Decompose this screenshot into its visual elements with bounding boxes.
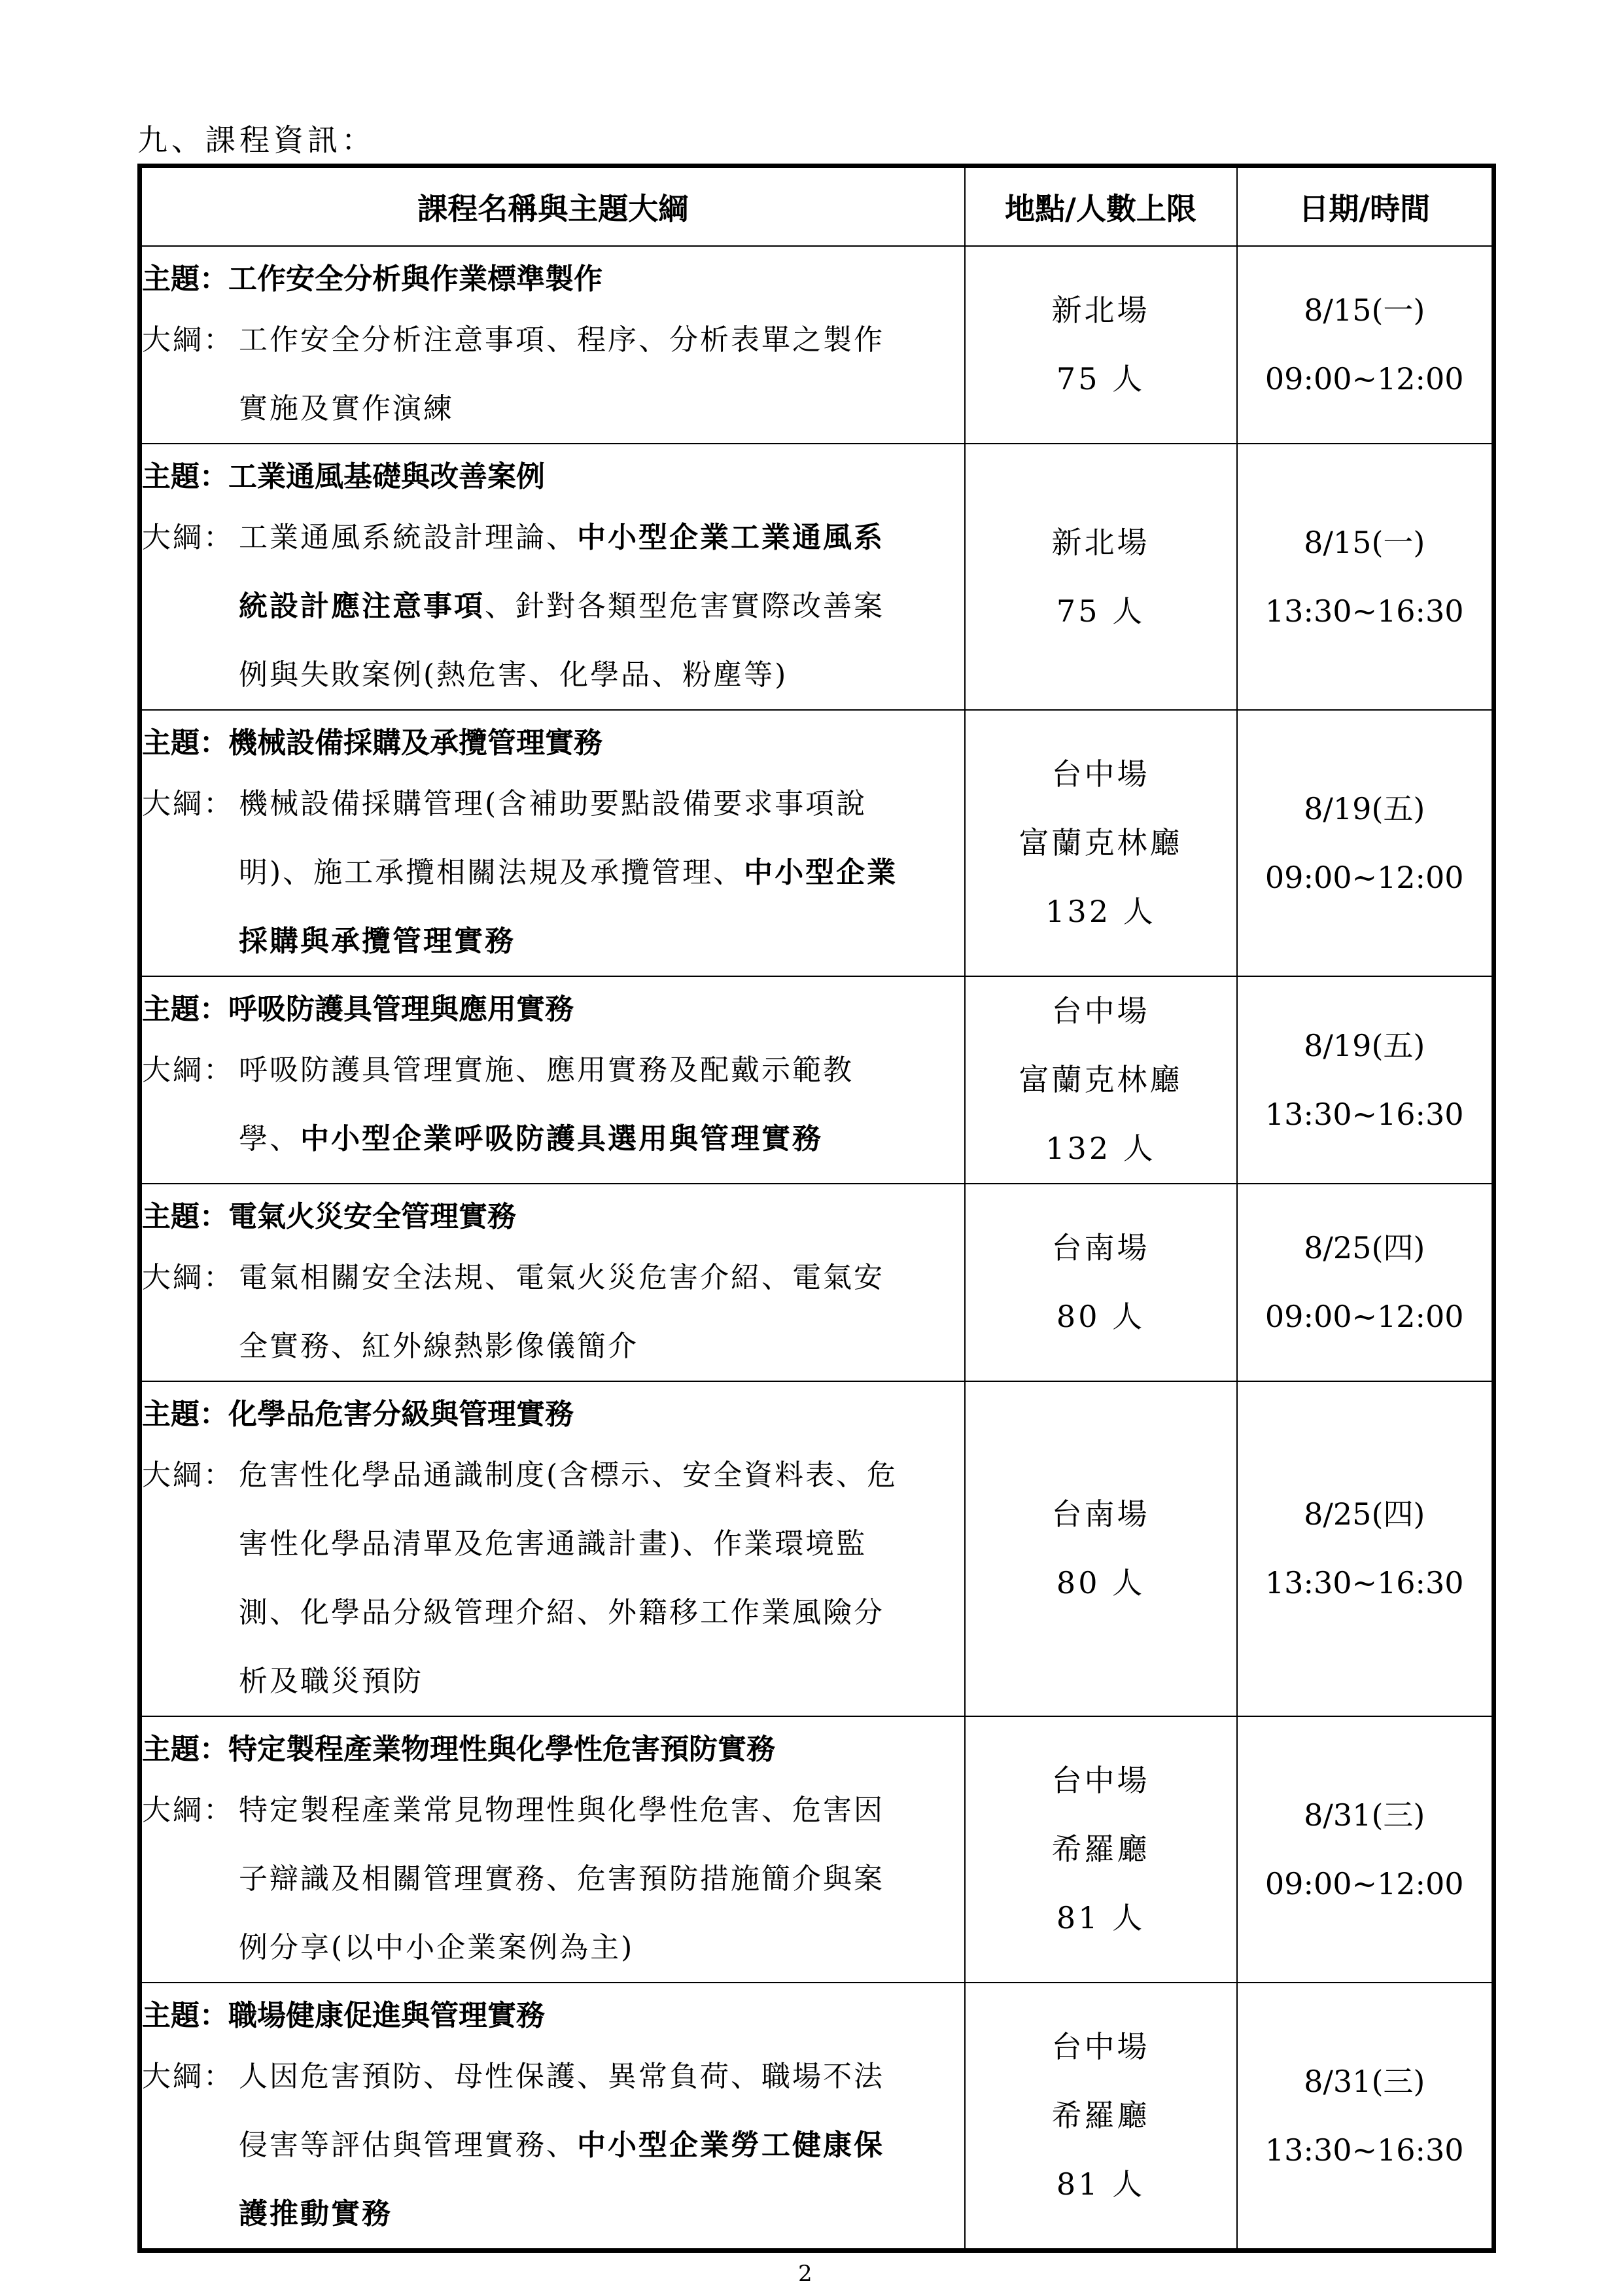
topic-title: 工作安全分析與作業標準製作 — [228, 262, 602, 296]
topic-title: 化學品危害分級與管理實務 — [228, 1398, 574, 1431]
date-cell — [1237, 710, 1494, 976]
location-line: 台中場 — [1051, 2029, 1150, 2064]
topic-line — [142, 247, 964, 306]
header-date-time: 日期/時間 — [1237, 166, 1494, 247]
location-cell — [965, 1381, 1237, 1716]
course-info-table — [137, 164, 1496, 2253]
outline-line — [239, 306, 945, 374]
outline-emphasis: 採購與承攬管理實務 — [239, 925, 515, 958]
outline-emphasis: 中小型企業勞工健康保 — [577, 2128, 884, 2162]
outline-line — [239, 1510, 945, 1578]
outline-line — [239, 2180, 945, 2248]
outline-body — [239, 503, 964, 709]
outline-text: 呼吸防護具管理實施、應用實務及配戴示範教 — [239, 1053, 854, 1087]
course-cell — [140, 1716, 965, 1983]
outline-line — [239, 1036, 945, 1104]
topic-line — [142, 1184, 964, 1243]
outline-line — [239, 1441, 945, 1510]
session-date: 8/31(三) — [1304, 2063, 1425, 2099]
topic-prefix: 主題： — [142, 1733, 228, 1766]
outline-prefix: 大綱： — [142, 323, 234, 357]
session-date: 8/19(五) — [1304, 790, 1425, 826]
outline-text: 害性化學品清單及危害通識計畫)、作業環境監 — [239, 1527, 867, 1561]
outline-text: 危害性化學品通識制度(含標示、安全資料表、危 — [239, 1458, 898, 1492]
outline-prefix: 大綱： — [142, 1458, 234, 1492]
outline-line — [239, 641, 945, 709]
header-course-name: 課程名稱與主題大綱 — [140, 166, 965, 247]
outline-emphasis: 中小型企業 — [744, 856, 898, 889]
course-cell — [140, 1983, 965, 2251]
topic-prefix: 主題： — [142, 1200, 228, 1233]
table-row — [140, 1184, 1494, 1381]
topic-line — [142, 711, 964, 769]
outline-line — [239, 1913, 945, 1982]
location-line: 富蘭克林廳 — [1019, 825, 1183, 860]
outline-line — [239, 503, 945, 572]
topic-prefix: 主題： — [142, 726, 228, 760]
outline-emphasis: 中小型企業工業通風系 — [577, 521, 884, 554]
outline-prefix: 大綱： — [142, 1053, 234, 1087]
outline-body — [239, 1776, 964, 1982]
course-cell — [140, 976, 965, 1184]
page-number: 2 — [798, 2261, 812, 2287]
outline-text: 例與失敗案例(熱危害、化學品、粉塵等) — [239, 658, 788, 692]
outline-body — [239, 306, 964, 443]
table-header-row — [140, 166, 1494, 247]
table-row — [140, 976, 1494, 1184]
outline-text: 明)、施工承攬相關法規及承攬管理、 — [239, 856, 744, 889]
location-cell — [965, 1184, 1237, 1381]
outline-emphasis: 護推動實務 — [239, 2197, 393, 2231]
topic-line — [142, 1382, 964, 1441]
outline — [142, 306, 964, 443]
outline-prefix: 大綱： — [142, 2060, 234, 2093]
location-line: 台中場 — [1051, 1763, 1150, 1798]
section-title: 九、課程資訊： — [137, 122, 375, 158]
outline-body — [239, 1441, 964, 1716]
location-line: 75 人 — [1056, 593, 1145, 629]
outline-line — [239, 1647, 945, 1716]
outline-text: 全實務、紅外線熱影像儀簡介 — [239, 1330, 638, 1363]
location-cell — [965, 1716, 1237, 1983]
location-line: 台中場 — [1051, 993, 1150, 1029]
session-date: 8/31(三) — [1304, 1797, 1425, 1833]
outline-text: 子辯識及相關管理實務、危害預防措施簡介與案 — [239, 1862, 884, 1896]
course-cell — [140, 1381, 965, 1716]
outline-text: 機械設備採購管理(含補助要點設備要求事項說 — [239, 787, 867, 821]
session-date: 8/25(四) — [1304, 1496, 1425, 1532]
outline — [142, 1243, 964, 1381]
session-date: 8/15(一) — [1304, 524, 1425, 560]
location-line: 富蘭克林廳 — [1019, 1062, 1183, 1097]
date-cell — [1237, 246, 1494, 444]
outline-prefix: 大綱： — [142, 787, 234, 821]
location-cell — [965, 976, 1237, 1184]
outline-prefix: 大綱： — [142, 1793, 234, 1827]
topic-line — [142, 444, 964, 503]
location-line: 132 人 — [1045, 1131, 1156, 1166]
session-time: 09:00~12:00 — [1265, 859, 1464, 895]
session-time: 09:00~12:00 — [1265, 1299, 1464, 1334]
session-time: 09:00~12:00 — [1265, 361, 1464, 397]
outline-text: 工業通風系統設計理論、 — [239, 521, 577, 554]
location-line: 80 人 — [1056, 1565, 1145, 1600]
outline-text: 電氣相關安全法規、電氣火災危害介紹、電氣安 — [239, 1261, 884, 1294]
topic-prefix: 主題： — [142, 1999, 228, 2032]
location-cell — [965, 246, 1237, 444]
topic-line — [142, 977, 964, 1036]
date-cell — [1237, 1381, 1494, 1716]
course-table-body — [140, 246, 1494, 2251]
outline-line — [239, 907, 945, 976]
outline-line — [239, 1312, 945, 1381]
location-line: 台中場 — [1051, 756, 1150, 792]
location-cell — [965, 444, 1237, 710]
date-cell — [1237, 976, 1494, 1184]
outline-line — [239, 1845, 945, 1913]
location-line: 81 人 — [1056, 2166, 1145, 2202]
outline — [142, 1776, 964, 1982]
session-time: 13:30~16:30 — [1265, 1565, 1464, 1600]
session-time: 09:00~12:00 — [1265, 1865, 1464, 1901]
outline-text: 例分享(以中小企業案例為主) — [239, 1931, 635, 1964]
location-line: 台南場 — [1051, 1230, 1150, 1265]
outline-text: 學、 — [239, 1122, 300, 1156]
outline-line — [239, 2042, 945, 2111]
outline-line — [239, 1243, 945, 1312]
date-cell — [1237, 1184, 1494, 1381]
outline-line — [239, 374, 945, 443]
outline-body — [239, 2042, 964, 2248]
outline-text: 析及職災預防 — [239, 1665, 423, 1698]
topic-title: 特定製程產業物理性與化學性危害預防實務 — [228, 1733, 775, 1766]
session-date: 8/15(一) — [1304, 292, 1425, 328]
table-row — [140, 1381, 1494, 1716]
session-time: 13:30~16:30 — [1265, 593, 1464, 629]
outline-text: 特定製程產業常見物理性與化學性危害、危害因 — [239, 1793, 884, 1827]
outline — [142, 769, 964, 976]
topic-title: 呼吸防護具管理與應用實務 — [228, 993, 574, 1026]
topic-prefix: 主題： — [142, 993, 228, 1026]
header-location-capacity: 地點/人數上限 — [965, 166, 1237, 247]
outline — [142, 1441, 964, 1716]
location-line: 台南場 — [1051, 1496, 1150, 1532]
outline-line — [239, 1578, 945, 1647]
course-cell — [140, 710, 965, 976]
topic-title: 工業通風基礎與改善案例 — [228, 460, 545, 493]
course-cell — [140, 1184, 965, 1381]
outline — [142, 2042, 964, 2248]
location-line: 新北場 — [1051, 524, 1150, 560]
outline-line — [239, 1104, 945, 1173]
location-cell — [965, 1983, 1237, 2251]
table-row — [140, 1716, 1494, 1983]
session-time: 13:30~16:30 — [1265, 2132, 1464, 2168]
outline-line — [239, 769, 945, 838]
outline-emphasis: 統設計應注意事項 — [239, 590, 485, 623]
outline-line — [239, 1776, 945, 1845]
location-line: 新北場 — [1051, 292, 1150, 328]
session-time: 13:30~16:30 — [1265, 1096, 1464, 1132]
location-line: 75 人 — [1056, 361, 1145, 397]
location-line: 希羅廳 — [1051, 2098, 1150, 2133]
location-cell — [965, 710, 1237, 976]
outline-emphasis: 中小型企業呼吸防護具選用與管理實務 — [300, 1122, 823, 1156]
outline-body — [239, 1243, 964, 1381]
topic-title: 機械設備採購及承攬管理實務 — [228, 726, 602, 760]
outline-text: 侵害等評估與管理實務、 — [239, 2128, 577, 2162]
session-date: 8/19(五) — [1304, 1027, 1425, 1063]
table-row — [140, 710, 1494, 976]
course-cell — [140, 444, 965, 710]
outline-text: 、針對各類型危害實際改善案 — [485, 590, 884, 623]
outline-prefix: 大綱： — [142, 1261, 234, 1294]
session-date: 8/25(四) — [1304, 1230, 1425, 1265]
date-cell — [1237, 444, 1494, 710]
outline-text: 測、化學品分級管理介紹、外籍移工作業風險分 — [239, 1596, 884, 1629]
outline — [142, 503, 964, 709]
table-row — [140, 1983, 1494, 2251]
outline-body — [239, 1036, 964, 1173]
outline-line — [239, 2111, 945, 2180]
topic-title: 職場健康促進與管理實務 — [228, 1999, 545, 2032]
outline — [142, 1036, 964, 1173]
topic-title: 電氣火災安全管理實務 — [228, 1200, 516, 1233]
location-line: 132 人 — [1045, 894, 1156, 929]
topic-line — [142, 1983, 964, 2042]
course-cell — [140, 246, 965, 444]
location-line: 81 人 — [1056, 1900, 1145, 1935]
outline-line — [239, 572, 945, 641]
location-line: 80 人 — [1056, 1299, 1145, 1334]
table-row — [140, 246, 1494, 444]
date-cell — [1237, 1716, 1494, 1983]
outline-body — [239, 769, 964, 976]
date-cell — [1237, 1983, 1494, 2251]
outline-text: 人因危害預防、母性保護、異常負荷、職場不法 — [239, 2060, 884, 2093]
topic-prefix: 主題： — [142, 262, 228, 296]
location-line: 希羅廳 — [1051, 1831, 1150, 1867]
topic-line — [142, 1717, 964, 1776]
topic-prefix: 主題： — [142, 1398, 228, 1431]
outline-prefix: 大綱： — [142, 521, 234, 554]
outline-text: 工作安全分析注意事項、程序、分析表單之製作 — [239, 323, 884, 357]
table-row — [140, 444, 1494, 710]
outline-line — [239, 838, 945, 907]
topic-prefix: 主題： — [142, 460, 228, 493]
outline-text: 實施及實作演練 — [239, 392, 454, 425]
